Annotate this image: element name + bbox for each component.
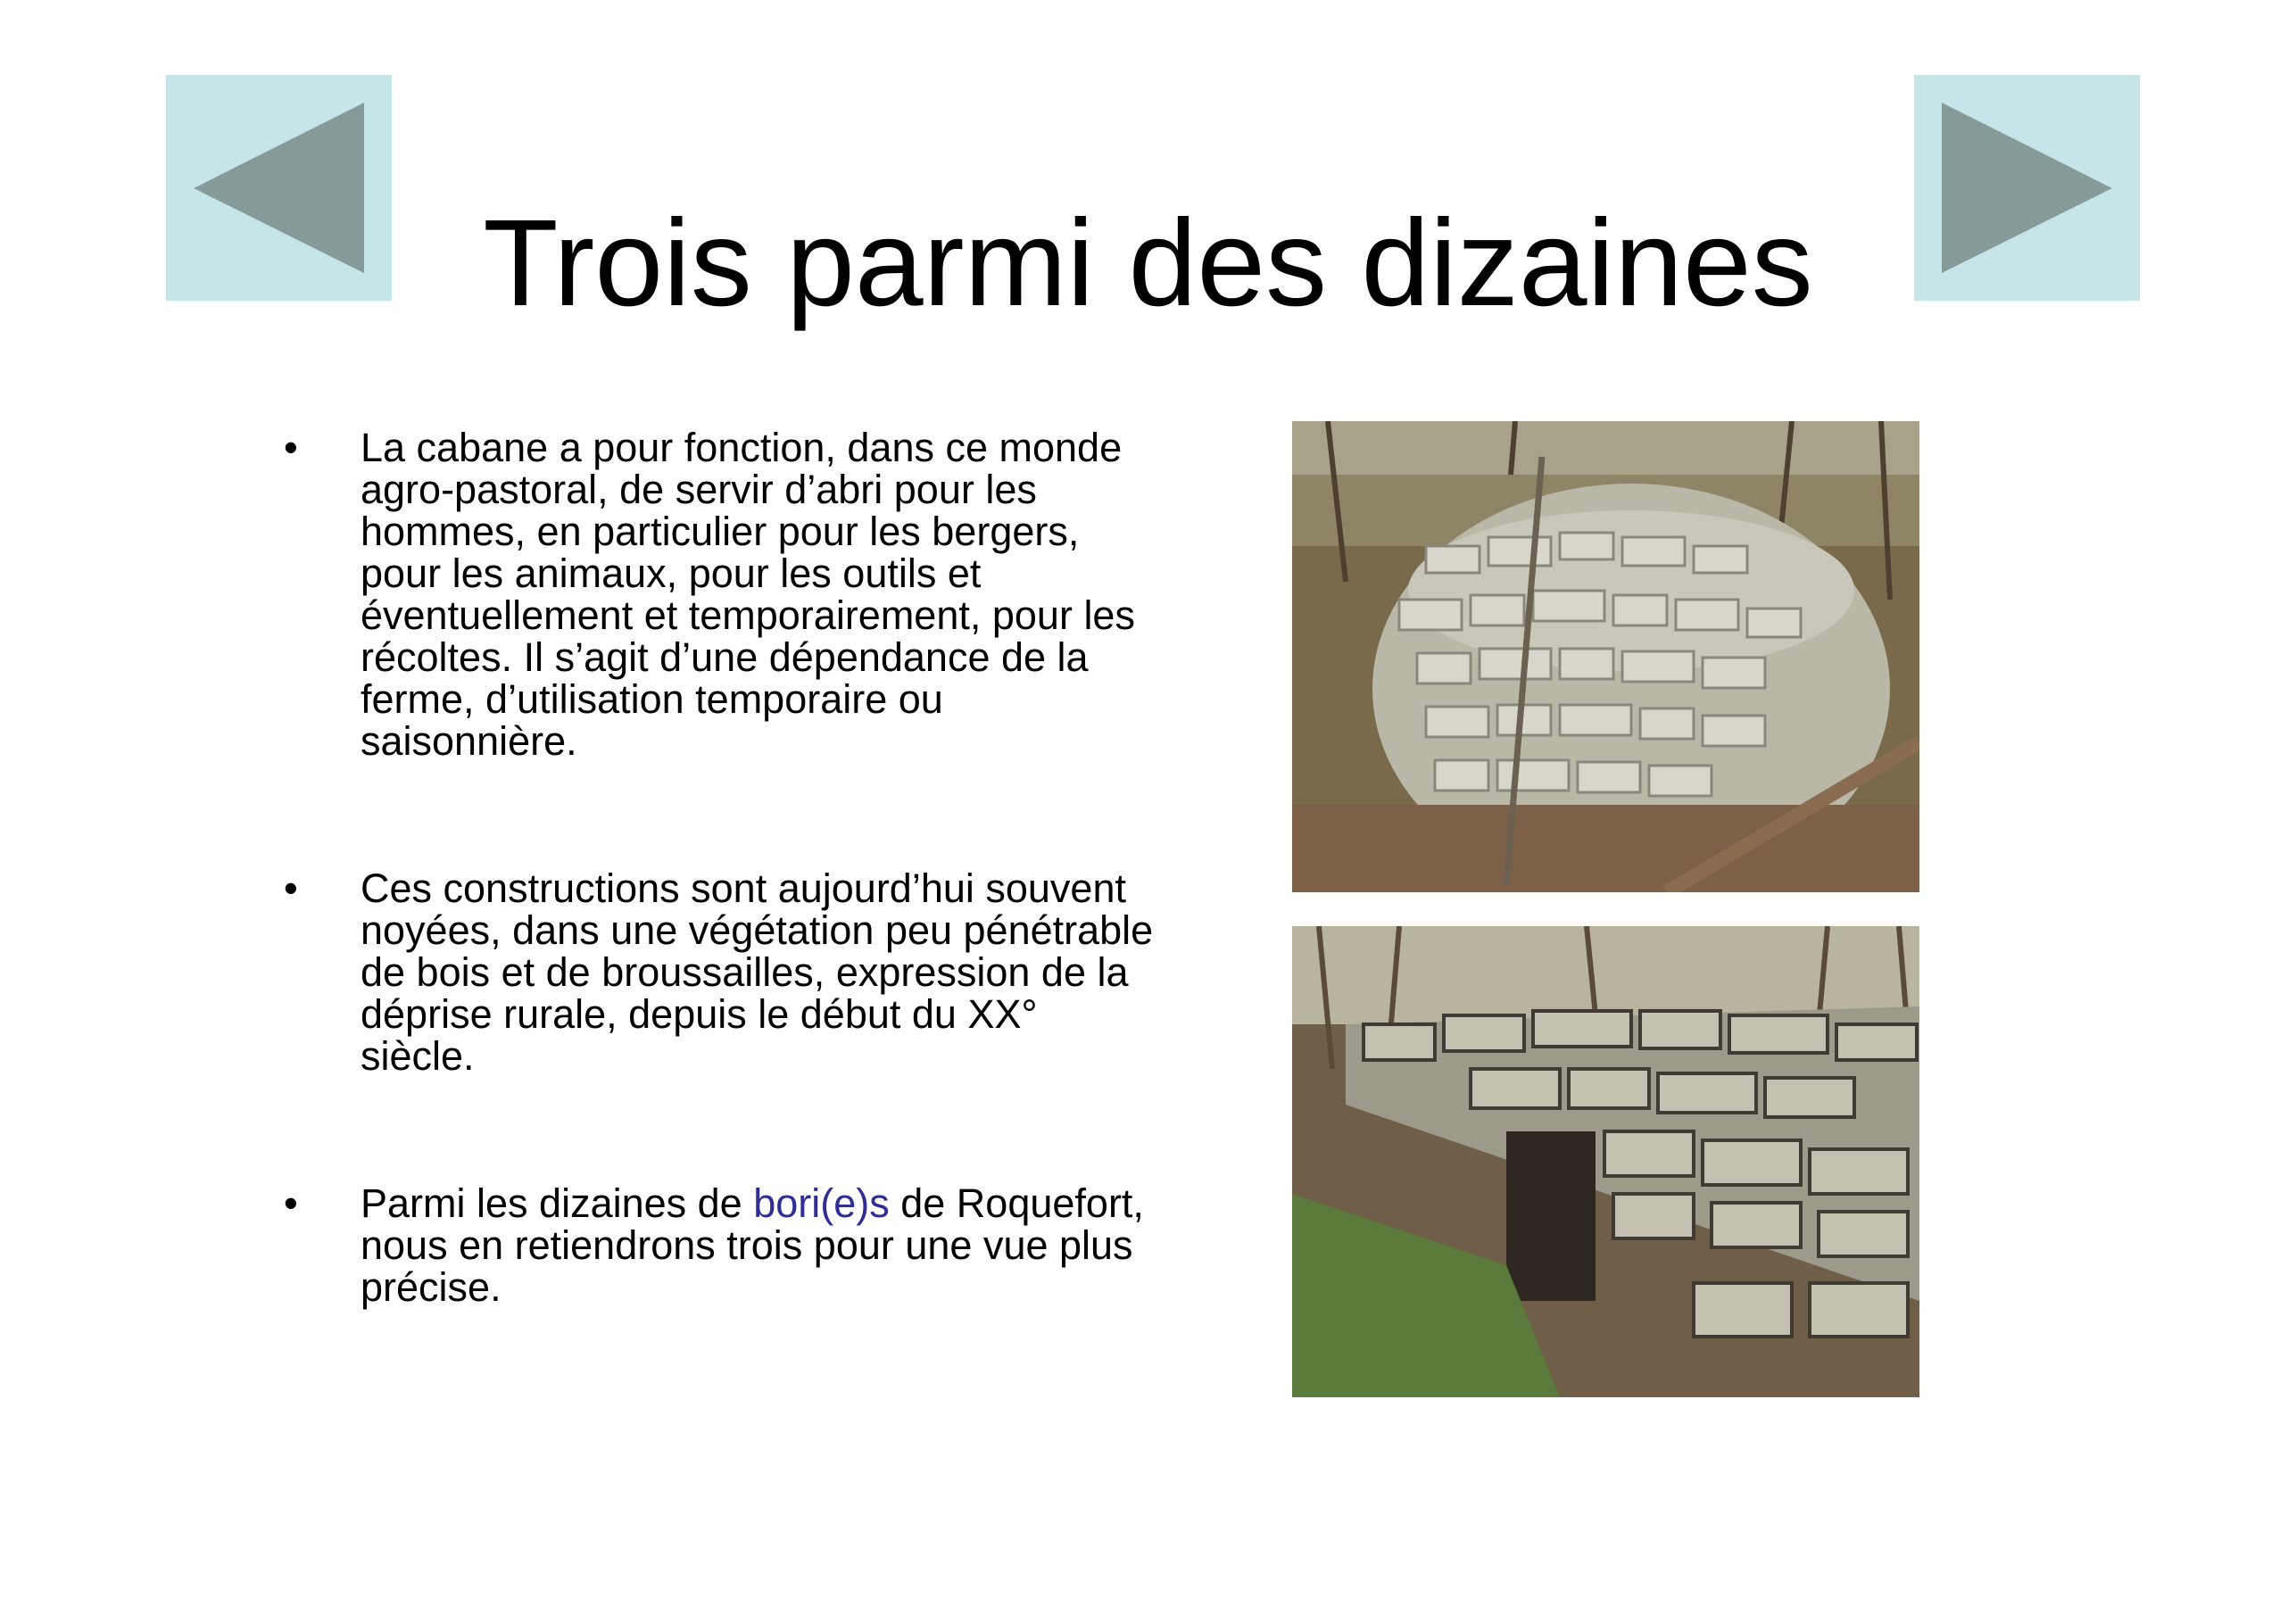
bullet-marker: • [284,1180,298,1226]
bullet-marker: • [284,425,298,470]
bullet-text: Ces constructions sont aujourd’hui souvent noyées, dans une végétation peu pénétrable de bois et de broussailles, expression de la déprise rurale, depuis le début du XX° siècle. [361,865,1154,1079]
photo-round-stone-hut [1292,421,1919,892]
bullet-text-before: Parmi les dizaines de [361,1180,754,1226]
photo-stone-wall-shelter [1292,926,1919,1397]
slide-title: Trois parmi des dizaines [483,195,1813,332]
bories-link[interactable]: bori(e)s [753,1180,890,1226]
bullet-text-after: de Roquefort, nous en retiendrons trois pour une vue plus précise. [361,1180,1144,1310]
bullet-text: La cabane a pour fonction, dans ce monde agro-pastoral, de servir d’abri pour les hommes, en particulier pour les bergers, pour les animaux, pour les outils et éventuellement et temporairement, pour les récoltes. Il s’agit d’une dépendance de la ferme, d’utilisation temporaire ou saisonnière. [361,425,1135,764]
bullet-item [268,867,1160,1077]
bullet-marker: • [284,865,298,911]
bullet-list [268,426,1160,1413]
bullet-item [268,426,1160,762]
bullet-item [268,1182,1160,1308]
